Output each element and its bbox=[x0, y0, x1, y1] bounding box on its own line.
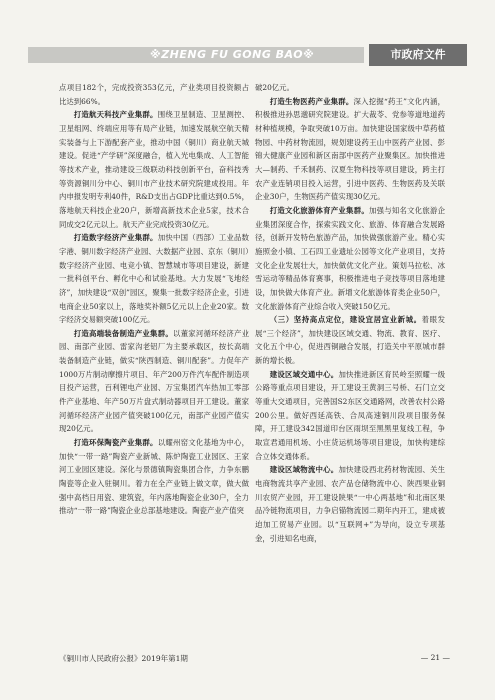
page-footer bbox=[50, 653, 450, 667]
paragraph-heading: 建设区域物流中心。 bbox=[269, 465, 339, 475]
right-column bbox=[255, 81, 445, 626]
paragraph bbox=[59, 81, 249, 108]
paragraph bbox=[255, 368, 445, 464]
paragraph bbox=[59, 436, 249, 518]
paragraph-text: 加强与知名文化旅游企业集团深度合作，探索实践文化、旅游、体育融合发展路径，创新开发特色旅游产品，加快做强旅游产业。精心实施照金小镇、工石四工业遗址公园等文化产业项目，支持文化企业发展壮大，加快做优文化产业。策划马拉松、冰雪运动等精品体育赛事，积极推进电子竞技等项目落地建设，加快做大体育产业。新增文化旅游体育类企业50户，文化旅游体育产业综合收入突破150亿元。 bbox=[255, 205, 445, 311]
paragraph-text: 加快建设西北药材物流园、关生电商物流共享产业园、农产品仓储物流中心、陕西果业铜川农贸产业园，开工建设陕果“一中心两基地”和北南区果品冷链物流项目，力争启锚物流园二期年内开工，建成被迫加工贸易产业园。以“互联网+”为导向，设立专项基金，引进知名电商， bbox=[255, 465, 445, 543]
paragraph-text: 加快推进新区育民岭至照耀一级公路等重点项目建设，开工建设王黄洞三号桥、石门立交等重大交通项目，完善国S2东区交通路网，改善农村公路200公里。做好西延高铁、合凤高速铜川段项目服务保障，开工建设342国道印台区雨坝至黑黑里复线工程，争取宣君通用机场、小庄货运机场等项目建设，加快构建综合立体交通体系。 bbox=[255, 369, 445, 461]
paragraph bbox=[255, 204, 445, 313]
paragraph-text: 深入挖掘“药王”文化内涵，积极推进孙思邈研究院建设。扩大裁苓、党参等道地道药材种植规模，争取突破10万亩。加快建设国家级中草药植物园、中药材物流园，规划建设药王山中医药产业园、彭锦大健康产业园和新区南部中医药产业聚集区。加快推进大—制药、千禾制药、汉夏生物科技等项目建设，跨主打农产业连销项目投入运营，引进中医药、生物医药及关联企业30户，生物医药产值实现30亿元。 bbox=[255, 96, 445, 202]
paragraph bbox=[59, 327, 249, 436]
paragraph bbox=[255, 463, 445, 545]
paragraph-heading: 打造文化旅游体育产业集群。 bbox=[269, 205, 369, 215]
paragraph-text: 加快中国（西部）工业品数字港、铜川数字经济产业园、大数据产业园、京东（铜川）数字经济产业园、电竞小镇、智慧城市等项目建设，新建一批科创平台、孵化中心和试验基地。大力发展“飞地经济”，加快建设“双创”园区，聚集一批数字经济企业，引进电商企业50家以上，落地奖补额5亿元以上企业20家。数字经济交易额突破100亿元。 bbox=[59, 233, 249, 325]
footer-publication: 《铜川市人民政府公报》2019年第1期 bbox=[59, 654, 188, 663]
paragraph bbox=[255, 81, 445, 95]
paragraph-text: 着眼发展“三个经济”，加快建设区域交通、物流、教育、医疗、文化五个中心，促进西铜融合发展，打造关中平原城市群新的增长极。 bbox=[255, 315, 445, 366]
paragraph-text: 以董家河循环经济产业园、南部产业园、雷家沟老铝厂为主要承载区，按长高端装备制造产业链，做实“陕西制造、铜川配套”。力促年产1000万片制动摩擦片项目、年产200万件汽车配件制造项目投产运营，百利锂电产业园、万宝集团汽车热加工零部件产业基地、年产50万片盘式制动器项目开工建设。董家河循环经济产业园产值突破100亿元，南部产业园产值实现20亿元。 bbox=[59, 328, 249, 434]
paragraph-heading: 打造数字经济产业集群。 bbox=[73, 233, 158, 243]
page-number: — 21 — bbox=[420, 653, 450, 662]
paragraph bbox=[255, 95, 445, 204]
paragraph-heading: 打造环保陶瓷产业集群。 bbox=[73, 438, 158, 448]
paragraph-heading: 建设区域交通中心。 bbox=[269, 369, 339, 379]
paragraph bbox=[59, 231, 249, 327]
paragraph-text: 以耀州窑文化基地为中心，加快“一带一路”陶瓷产业新城、陈炉陶瓷工业园区、王家河工业园区建设。深化与景德镇陶瓷集团合作，力争东鹏陶瓷等企业入驻铜川。着力在全产业链上做文章，做大做强中高档日用瓷、建筑瓷，年内落地陶瓷企业30户，全力推动“一带一路”陶瓷企业总部基地建设。陶瓷产业产值突 bbox=[59, 438, 249, 516]
paragraph-text: 点项目182个，完成投资353亿元，产业类项目投资额占比达到66%。 bbox=[59, 83, 249, 106]
page-header bbox=[0, 44, 495, 66]
left-column bbox=[59, 81, 249, 626]
paragraph bbox=[59, 108, 249, 231]
section-badge: 市政府文件 bbox=[369, 44, 467, 66]
paragraph-heading: （三）坚持高点定位，建设宜居宜业新城。 bbox=[269, 315, 422, 325]
paragraph-heading: 打造高端装备制造产业集群。 bbox=[73, 328, 173, 338]
paragraph-heading: 打造航天科技产业集群。 bbox=[73, 110, 158, 120]
paragraph-heading: 打造生物医药产业集群。 bbox=[269, 96, 354, 106]
paragraph bbox=[255, 313, 445, 368]
gazette-title: ※ZHENG FU GONG BAO※ bbox=[150, 48, 315, 61]
paragraph-text: 围绕卫星制造、卫星测控、卫星组网、终端应用等有局产业链，加速发展航空航天精实装备与上下游配套产业，推动中国（铜川）商业航天城建设。促进“产学研”深度融合，植入光电集成、人工智能等技术产业，推动建设三级联动科技创新平台，奋科技秀等资源铜川分中心、铜川市产业技术研究院建成投用。年内申报发明专利40件，R&D支出占GDP比重达到0.5%，落地航天科技企业20户，新增高新技术企业5家，技术合同成交2亿元以上。航天产业完成投资30亿元。 bbox=[59, 110, 249, 229]
paragraph-text: 破20亿元。 bbox=[255, 83, 294, 92]
